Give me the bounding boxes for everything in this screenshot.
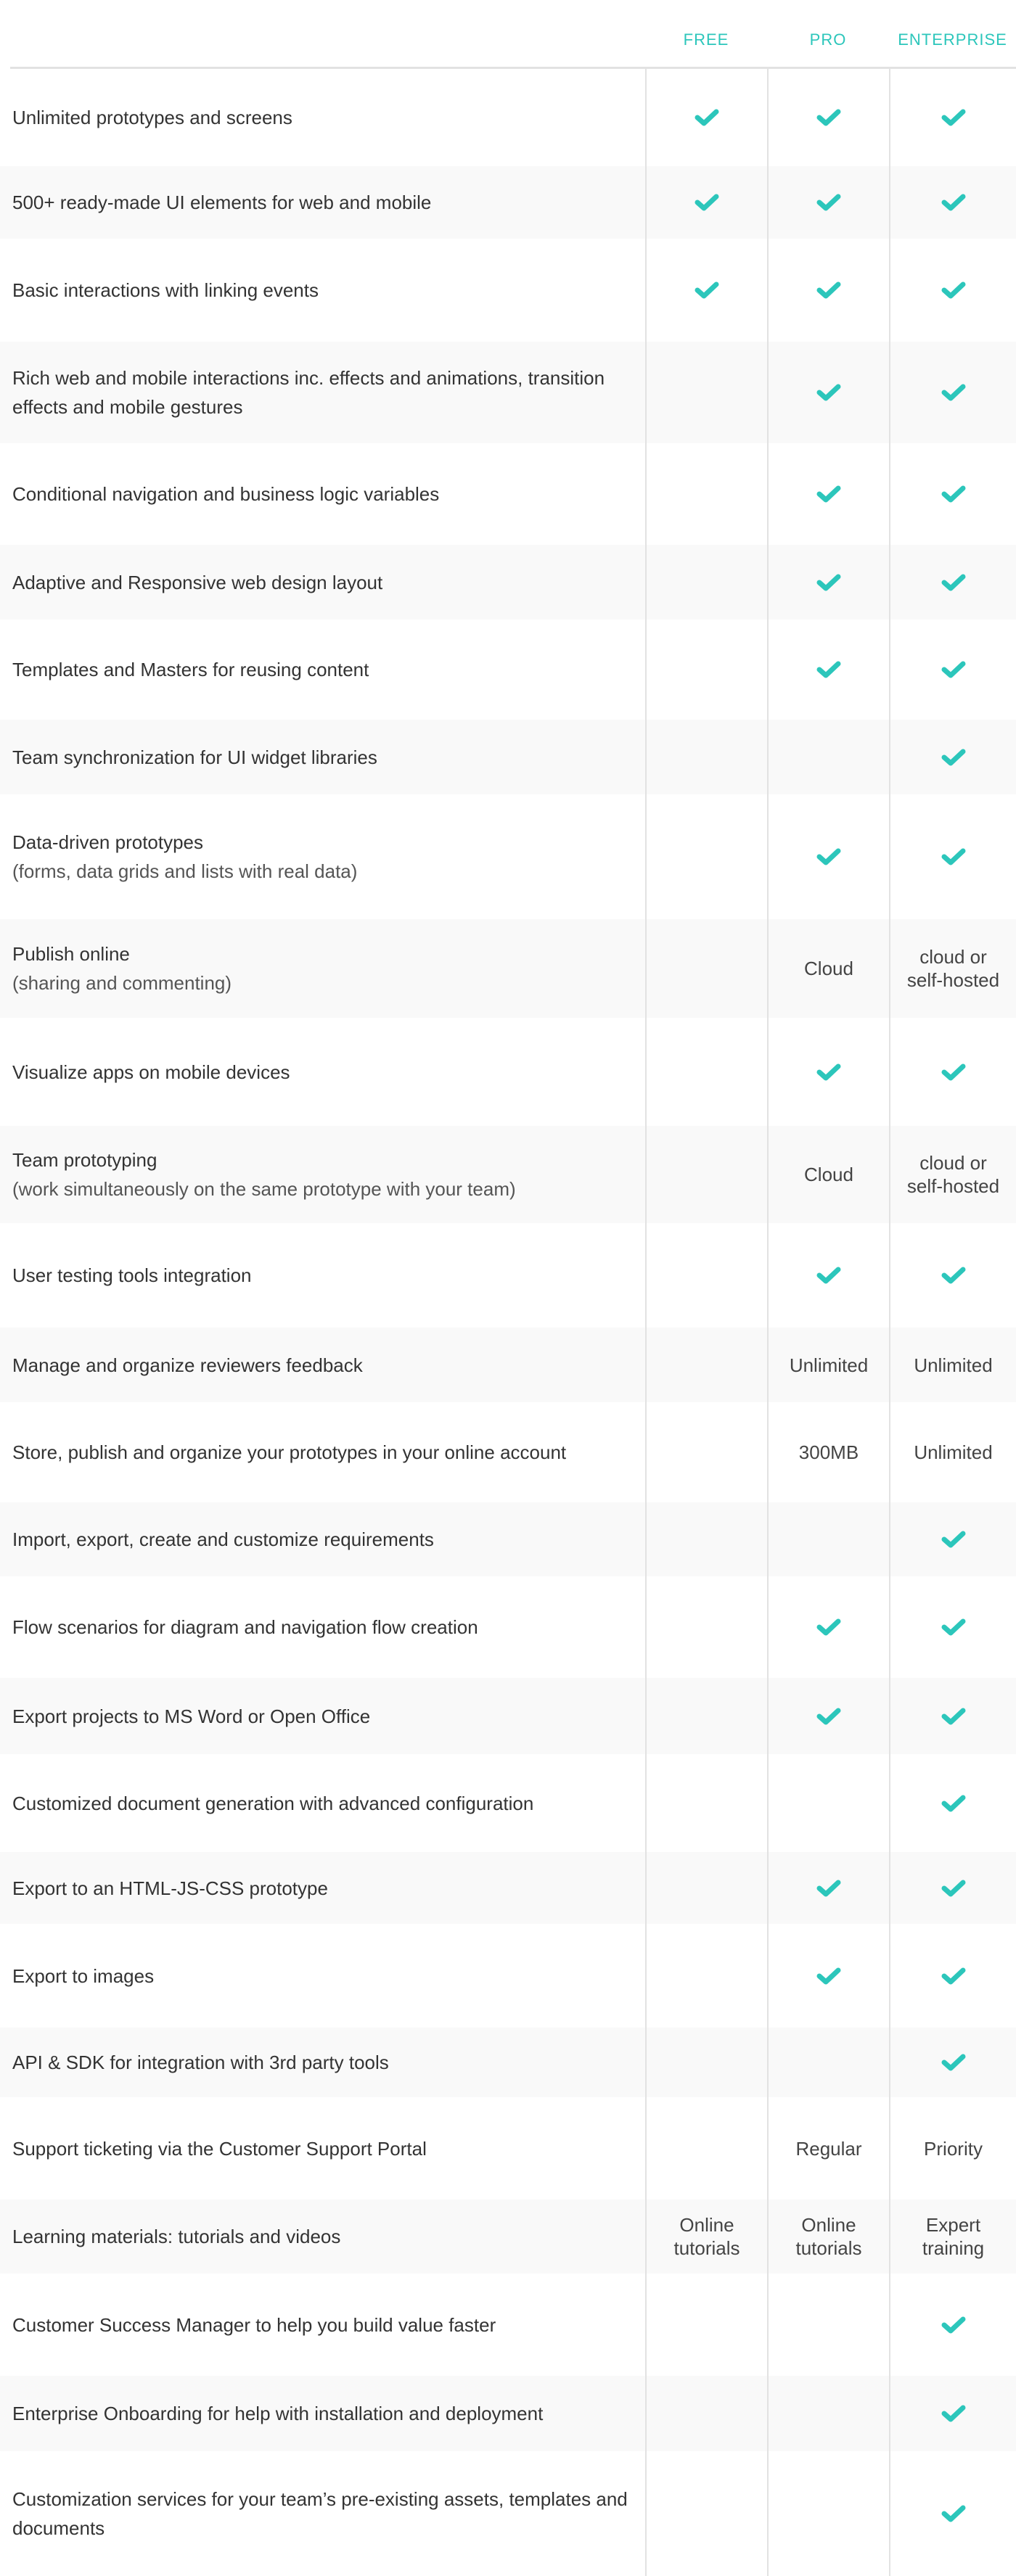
feature-title: 500+ ready-made UI elements for web and mobile xyxy=(12,192,432,213)
free-plan-cell xyxy=(647,1576,767,1678)
pro-plan-cell xyxy=(769,1402,889,1502)
enterprise-plan-cell xyxy=(890,69,1016,166)
free-plan-cell xyxy=(647,69,767,166)
feature-cell xyxy=(12,919,636,1018)
pro-plan-cell xyxy=(769,1018,889,1126)
free-plan-cell xyxy=(647,2097,767,2200)
enterprise-plan-cell xyxy=(890,2200,1016,2273)
checkmark-icon xyxy=(941,1618,966,1637)
feature-title: API & SDK for integration with 3rd party tools xyxy=(12,2052,389,2073)
checkmark-icon xyxy=(941,847,966,866)
feature-title: Customization services for your team’s pre-existing assets, templates and documents xyxy=(12,2488,628,2539)
free-plan-cell xyxy=(647,1223,767,1328)
checkmark-icon xyxy=(816,660,841,679)
checkmark-icon xyxy=(941,2053,966,2072)
free-plan-cell xyxy=(647,1678,767,1754)
checkmark-icon xyxy=(941,2316,966,2334)
feature-cell xyxy=(12,443,636,545)
feature-title: Flow scenarios for diagram and navigation flow creation xyxy=(12,1616,478,1638)
checkmark-icon xyxy=(941,748,966,767)
checkmark-icon xyxy=(816,1707,841,1726)
feature-title: Customized document generation with advanced configuration xyxy=(12,1792,534,1814)
enterprise-plan-cell xyxy=(890,2028,1016,2097)
enterprise-plan-cell xyxy=(890,166,1016,239)
checkmark-icon xyxy=(816,1063,841,1082)
enterprise-plan-value: Priority xyxy=(924,2137,983,2160)
feature-cell xyxy=(12,1502,636,1576)
feature-title: Export projects to MS Word or Open Office xyxy=(12,1705,371,1727)
table-row xyxy=(0,620,1016,720)
enterprise-plan-cell xyxy=(890,1018,1016,1126)
pro-plan-cell xyxy=(769,1924,889,2028)
checkmark-icon xyxy=(941,1879,966,1898)
table-row xyxy=(0,1223,1016,1328)
table-row xyxy=(0,2376,1016,2451)
free-plan-cell xyxy=(647,545,767,620)
table-row xyxy=(0,2273,1016,2376)
table-row xyxy=(0,1754,1016,1852)
checkmark-icon xyxy=(816,193,841,212)
feature-title: Rich web and mobile interactions inc. effects and animations, transition effects and mobile gestures xyxy=(12,367,605,418)
free-plan-cell xyxy=(647,1328,767,1402)
checkmark-icon xyxy=(941,485,966,503)
feature-cell xyxy=(12,545,636,620)
table-row xyxy=(0,919,1016,1018)
feature-cell xyxy=(12,1402,636,1502)
feature-cell xyxy=(12,1126,636,1223)
table-row xyxy=(0,166,1016,239)
pro-plan-cell xyxy=(769,1576,889,1678)
feature-cell xyxy=(12,2028,636,2097)
pro-plan-cell xyxy=(769,1502,889,1576)
feature-cell xyxy=(12,1924,636,2028)
enterprise-plan-cell xyxy=(890,2097,1016,2200)
checkmark-icon xyxy=(816,847,841,866)
table-row xyxy=(0,239,1016,342)
enterprise-plan-cell xyxy=(890,1678,1016,1754)
table-row xyxy=(0,1328,1016,1402)
column-divider xyxy=(645,69,647,2576)
feature-title: Support ticketing via the Customer Support Portal xyxy=(12,2137,427,2160)
feature-subtitle: (work simultaneously on the same prototype with your team) xyxy=(12,1178,516,1200)
enterprise-plan-cell xyxy=(890,443,1016,545)
free-plan-cell xyxy=(647,1924,767,2028)
feature-cell xyxy=(12,794,636,919)
free-plan-value: Online tutorials xyxy=(673,2214,740,2259)
feature-title: Templates and Masters for reusing content xyxy=(12,659,369,680)
feature-cell xyxy=(12,239,636,342)
feature-title: Import, export, create and customize requirements xyxy=(12,1528,434,1550)
free-plan-cell xyxy=(647,342,767,443)
pro-plan-cell xyxy=(769,2028,889,2097)
enterprise-plan-value: Unlimited xyxy=(914,1354,993,1376)
pro-plan-cell xyxy=(769,620,889,720)
table-row xyxy=(0,443,1016,545)
checkmark-icon xyxy=(941,1967,966,1986)
enterprise-plan-cell xyxy=(890,2376,1016,2451)
checkmark-icon xyxy=(695,108,719,127)
table-row xyxy=(0,1576,1016,1678)
feature-cell xyxy=(12,69,636,166)
feature-title: Adaptive and Responsive web design layout xyxy=(12,571,383,593)
free-plan-cell xyxy=(647,1502,767,1576)
feature-cell xyxy=(12,1018,636,1126)
feature-cell xyxy=(12,2273,636,2376)
feature-cell xyxy=(12,1223,636,1328)
free-plan-cell xyxy=(647,2451,767,2576)
feature-title: Store, publish and organize your prototypes in your online account xyxy=(12,1441,567,1463)
checkmark-icon xyxy=(816,108,841,127)
free-plan-cell xyxy=(647,2028,767,2097)
checkmark-icon xyxy=(941,108,966,127)
checkmark-icon xyxy=(816,383,841,402)
free-plan-cell xyxy=(647,1754,767,1852)
table-row xyxy=(0,2200,1016,2273)
feature-title: Export to images xyxy=(12,1964,155,1987)
pro-plan-cell xyxy=(769,1328,889,1402)
column-divider xyxy=(889,69,890,2576)
enterprise-plan-value: Expert training xyxy=(922,2214,985,2259)
column-header-enterprise: ENTERPRISE xyxy=(898,30,1007,49)
table-row xyxy=(0,720,1016,794)
table-row xyxy=(0,1924,1016,2028)
feature-cell xyxy=(12,2097,636,2200)
feature-title: Basic interactions with linking events xyxy=(12,279,319,301)
enterprise-plan-cell xyxy=(890,919,1016,1018)
feature-title: Publish online xyxy=(12,943,130,965)
checkmark-icon xyxy=(941,660,966,679)
feature-title: Visualize apps on mobile devices xyxy=(12,1061,290,1083)
table-row xyxy=(0,2028,1016,2097)
feature-title: Customer Success Manager to help you build value faster xyxy=(12,2313,496,2336)
feature-cell xyxy=(12,1678,636,1754)
table-row xyxy=(0,342,1016,443)
pro-plan-cell xyxy=(769,2097,889,2200)
feature-title: Export to an HTML-JS-CSS prototype xyxy=(12,1877,328,1899)
enterprise-plan-cell xyxy=(890,1852,1016,1924)
feature-subtitle: (sharing and commenting) xyxy=(12,972,232,994)
enterprise-plan-cell xyxy=(890,545,1016,620)
table-row xyxy=(0,2451,1016,2576)
pro-plan-cell xyxy=(769,1126,889,1223)
checkmark-icon xyxy=(695,193,719,212)
checkmark-icon xyxy=(941,1530,966,1549)
pro-plan-cell xyxy=(769,1754,889,1852)
enterprise-plan-cell xyxy=(890,620,1016,720)
table-row xyxy=(0,1018,1016,1126)
feature-cell xyxy=(12,2376,636,2451)
checkmark-icon xyxy=(816,281,841,300)
feature-title: Unlimited prototypes and screens xyxy=(12,107,292,128)
enterprise-plan-cell xyxy=(890,1402,1016,1502)
feature-title: User testing tools integration xyxy=(12,1264,252,1286)
checkmark-icon xyxy=(816,485,841,503)
checkmark-icon xyxy=(941,2404,966,2423)
pro-plan-cell xyxy=(769,1852,889,1924)
pro-plan-cell xyxy=(769,1223,889,1328)
feature-title: Data-driven prototypes xyxy=(12,831,204,853)
enterprise-plan-cell xyxy=(890,1924,1016,2028)
checkmark-icon xyxy=(941,383,966,402)
feature-title: Enterprise Onboarding for help with installation and deployment xyxy=(12,2403,544,2424)
table-row xyxy=(0,1502,1016,1576)
checkmark-icon xyxy=(941,1794,966,1813)
free-plan-cell xyxy=(647,1852,767,1924)
checkmark-icon xyxy=(816,1618,841,1637)
checkmark-icon xyxy=(941,1063,966,1082)
pro-plan-value: Online tutorials xyxy=(795,2214,862,2259)
pro-plan-cell xyxy=(769,342,889,443)
free-plan-cell xyxy=(647,620,767,720)
column-header-pro: PRO xyxy=(809,30,847,49)
feature-cell xyxy=(12,342,636,443)
feature-cell xyxy=(12,2200,636,2273)
enterprise-plan-value: cloud or self-hosted xyxy=(906,1152,1000,1197)
pro-plan-value: Unlimited xyxy=(789,1354,869,1376)
free-plan-cell xyxy=(647,166,767,239)
pro-plan-cell xyxy=(769,2200,889,2273)
checkmark-icon xyxy=(816,1266,841,1285)
pro-plan-value: Cloud xyxy=(804,1164,853,1185)
pro-plan-value: Regular xyxy=(795,2137,862,2160)
checkmark-icon xyxy=(695,281,719,300)
feature-cell xyxy=(12,2451,636,2576)
enterprise-plan-cell xyxy=(890,1223,1016,1328)
free-plan-cell xyxy=(647,239,767,342)
table-row xyxy=(0,2097,1016,2200)
enterprise-plan-value: Unlimited xyxy=(914,1441,993,1463)
enterprise-plan-cell xyxy=(890,1754,1016,1852)
enterprise-plan-cell xyxy=(890,720,1016,794)
pro-plan-cell xyxy=(769,443,889,545)
checkmark-icon xyxy=(941,2504,966,2523)
enterprise-plan-cell xyxy=(890,342,1016,443)
enterprise-plan-cell xyxy=(890,794,1016,919)
feature-title: Team prototyping xyxy=(12,1149,157,1171)
feature-title: Conditional navigation and business logic variables xyxy=(12,483,440,505)
pro-plan-cell xyxy=(769,2273,889,2376)
checkmark-icon xyxy=(941,193,966,212)
free-plan-cell xyxy=(647,720,767,794)
pro-plan-cell xyxy=(769,794,889,919)
table-row xyxy=(0,794,1016,919)
pro-plan-cell xyxy=(769,1678,889,1754)
feature-cell xyxy=(12,1576,636,1678)
pro-plan-cell xyxy=(769,2376,889,2451)
enterprise-plan-cell xyxy=(890,1576,1016,1678)
free-plan-cell xyxy=(647,919,767,1018)
pro-plan-cell xyxy=(769,545,889,620)
checkmark-icon xyxy=(816,573,841,592)
pro-plan-cell xyxy=(769,720,889,794)
free-plan-cell xyxy=(647,443,767,545)
free-plan-cell xyxy=(647,794,767,919)
feature-title: Team synchronization for UI widget libraries xyxy=(12,746,377,768)
free-plan-cell xyxy=(647,2200,767,2273)
feature-cell xyxy=(12,1328,636,1402)
feature-cell xyxy=(12,1754,636,1852)
checkmark-icon xyxy=(816,1879,841,1898)
pro-plan-cell xyxy=(769,166,889,239)
checkmark-icon xyxy=(941,1266,966,1285)
enterprise-plan-value: cloud or self-hosted xyxy=(906,946,1000,991)
pro-plan-cell xyxy=(769,239,889,342)
pro-plan-cell xyxy=(769,69,889,166)
pro-plan-cell xyxy=(769,2451,889,2576)
enterprise-plan-cell xyxy=(890,2451,1016,2576)
free-plan-cell xyxy=(647,2376,767,2451)
pro-plan-cell xyxy=(769,919,889,1018)
checkmark-icon xyxy=(941,281,966,300)
column-header-free: FREE xyxy=(683,30,729,49)
enterprise-plan-cell xyxy=(890,239,1016,342)
feature-cell xyxy=(12,620,636,720)
checkmark-icon xyxy=(941,1707,966,1726)
checkmark-icon xyxy=(816,1967,841,1986)
pro-plan-value: Cloud xyxy=(804,958,853,979)
free-plan-cell xyxy=(647,1402,767,1502)
table-row xyxy=(0,1402,1016,1502)
table-header xyxy=(10,0,1016,69)
free-plan-cell xyxy=(647,2273,767,2376)
feature-title: Learning materials: tutorials and videos xyxy=(12,2226,341,2247)
table-row xyxy=(0,69,1016,166)
feature-cell xyxy=(12,1852,636,1924)
table-row xyxy=(0,1126,1016,1223)
enterprise-plan-cell xyxy=(890,2273,1016,2376)
free-plan-cell xyxy=(647,1126,767,1223)
feature-cell xyxy=(12,166,636,239)
feature-title: Manage and organize reviewers feedback xyxy=(12,1354,363,1376)
column-divider xyxy=(767,69,769,2576)
table-row xyxy=(0,1678,1016,1754)
enterprise-plan-cell xyxy=(890,1328,1016,1402)
table-row xyxy=(0,545,1016,620)
checkmark-icon xyxy=(941,573,966,592)
free-plan-cell xyxy=(647,1018,767,1126)
feature-subtitle: (forms, data grids and lists with real data) xyxy=(12,860,358,882)
table-row xyxy=(0,1852,1016,1924)
pro-plan-value: 300MB xyxy=(798,1441,859,1463)
feature-cell xyxy=(12,720,636,794)
enterprise-plan-cell xyxy=(890,1126,1016,1223)
enterprise-plan-cell xyxy=(890,1502,1016,1576)
